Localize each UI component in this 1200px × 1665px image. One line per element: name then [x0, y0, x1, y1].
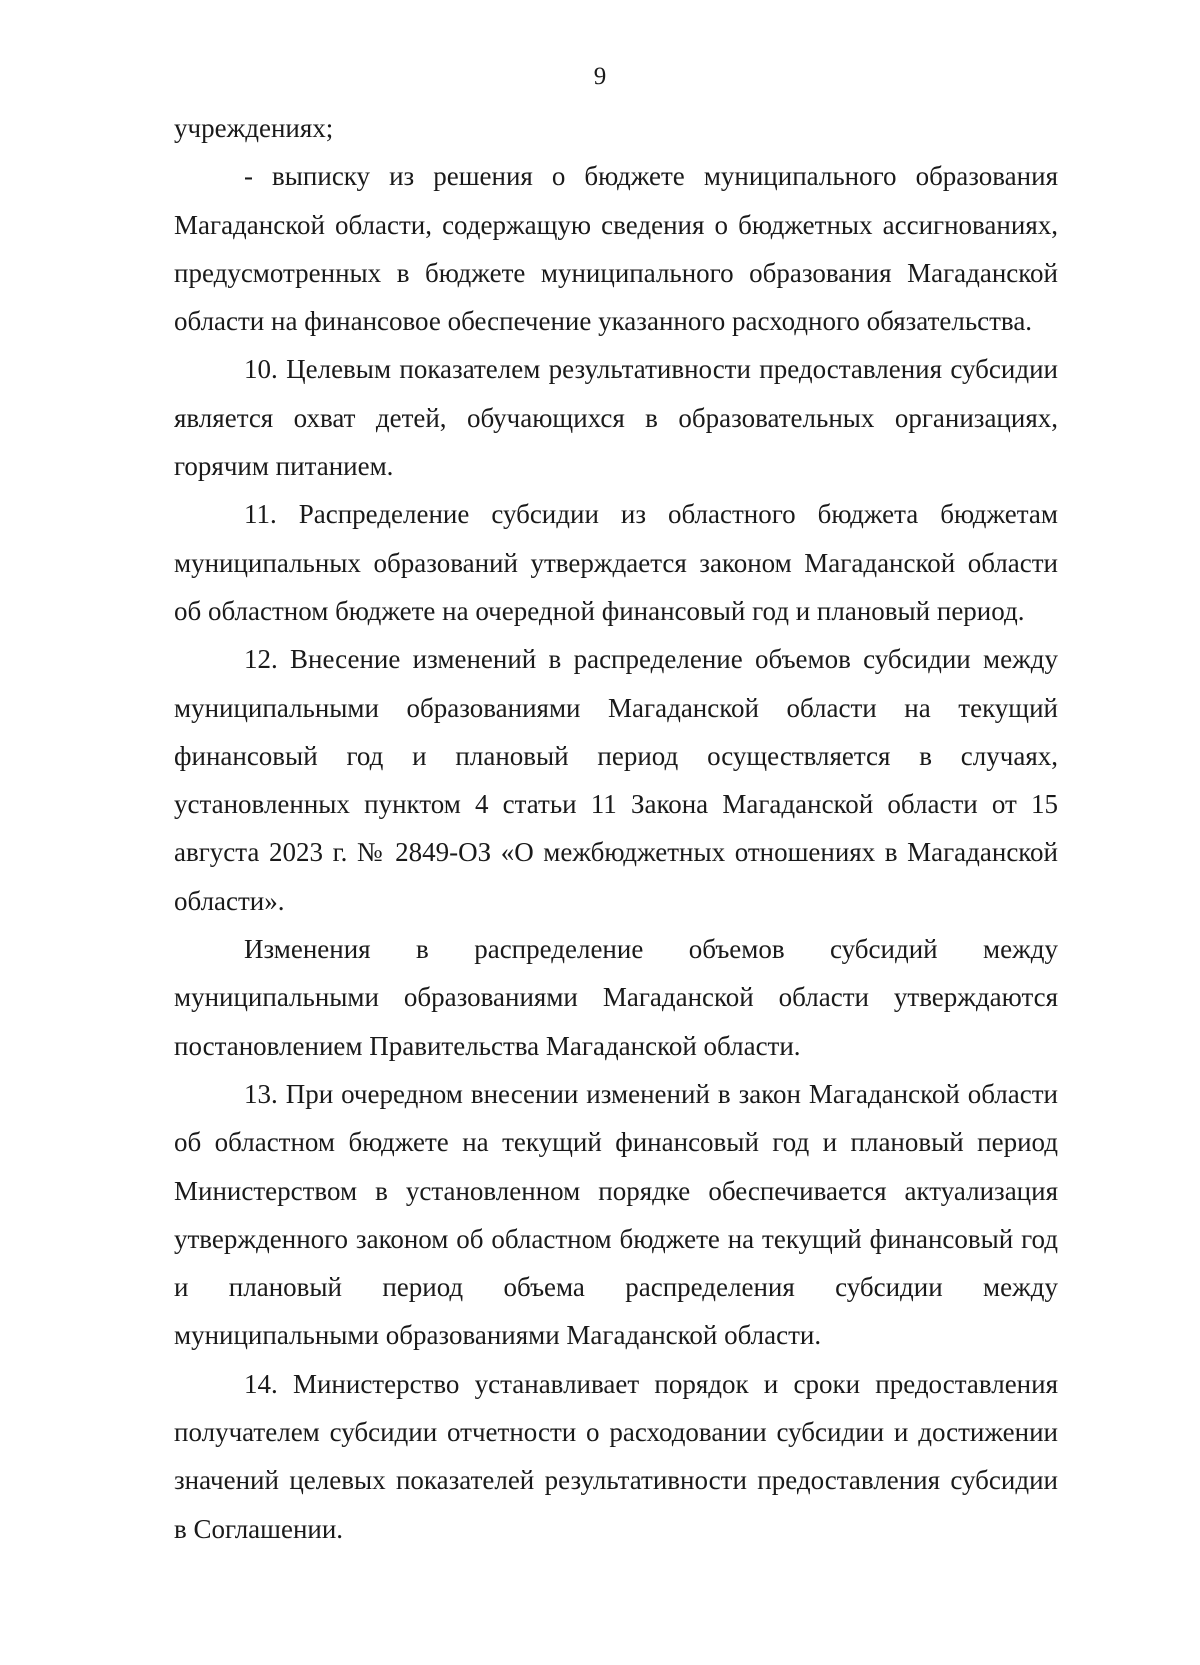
document-body — [174, 104, 1058, 1553]
paragraph: 14. Министерство устанавливает порядок и сроки предоставления получателем субсидии отчетности о расходовании субсидии и достижении значений целевых показателей результативности предоставления субсидии в Соглашении. — [174, 1368, 1058, 1544]
paragraph: - выписку из решения о бюджете муниципального образования Магаданской области, содержащую сведения о бюджетных ассигнованиях, предусмотренных в бюджете муниципального образования Магаданской области на финансовое обеспечение указанного расходного обязательства. — [174, 161, 1058, 337]
paragraph: учреждениях; — [174, 113, 334, 143]
paragraph: 11. Распределение субсидии из областного бюджета бюджетам муниципальных образований утверждается законом Магаданской области об областном бюджете на очередной финансовый год и плановый период. — [174, 499, 1058, 626]
page-number: 9 — [593, 63, 607, 90]
paragraph: 10. Целевым показателем результативности предоставления субсидии является охват детей, обучающихся в образовательных организациях, горячим питанием. — [174, 354, 1058, 482]
paragraph: 12. Внесение изменений в распределение объемов субсидии между муниципальными образованиями Магаданской области на текущий финансовый год и плановый период осуществляется в случаях, установленных пунктом 4 статьи 11 Закона Магаданской области от 15 августа 2023 г. № 2849-ОЗ «О межбюджетных отношениях в Магаданской области». — [174, 644, 1058, 916]
paragraph: Изменения в распределение объемов субсидий между муниципальными образованиями Магаданской области утверждаются постановлением Правительства Магаданской области. — [174, 934, 1058, 1061]
paragraph: 13. При очередном внесении изменений в закон Магаданской области об областном бюджете на текущий финансовый год и плановый период Министерством в установленном порядке обеспечивается актуализация утвержденного законом об областном бюджете на текущий финансовый год и плановый период объема распределения субсидии между муниципальными образованиями Магаданской области. — [174, 1078, 1058, 1351]
